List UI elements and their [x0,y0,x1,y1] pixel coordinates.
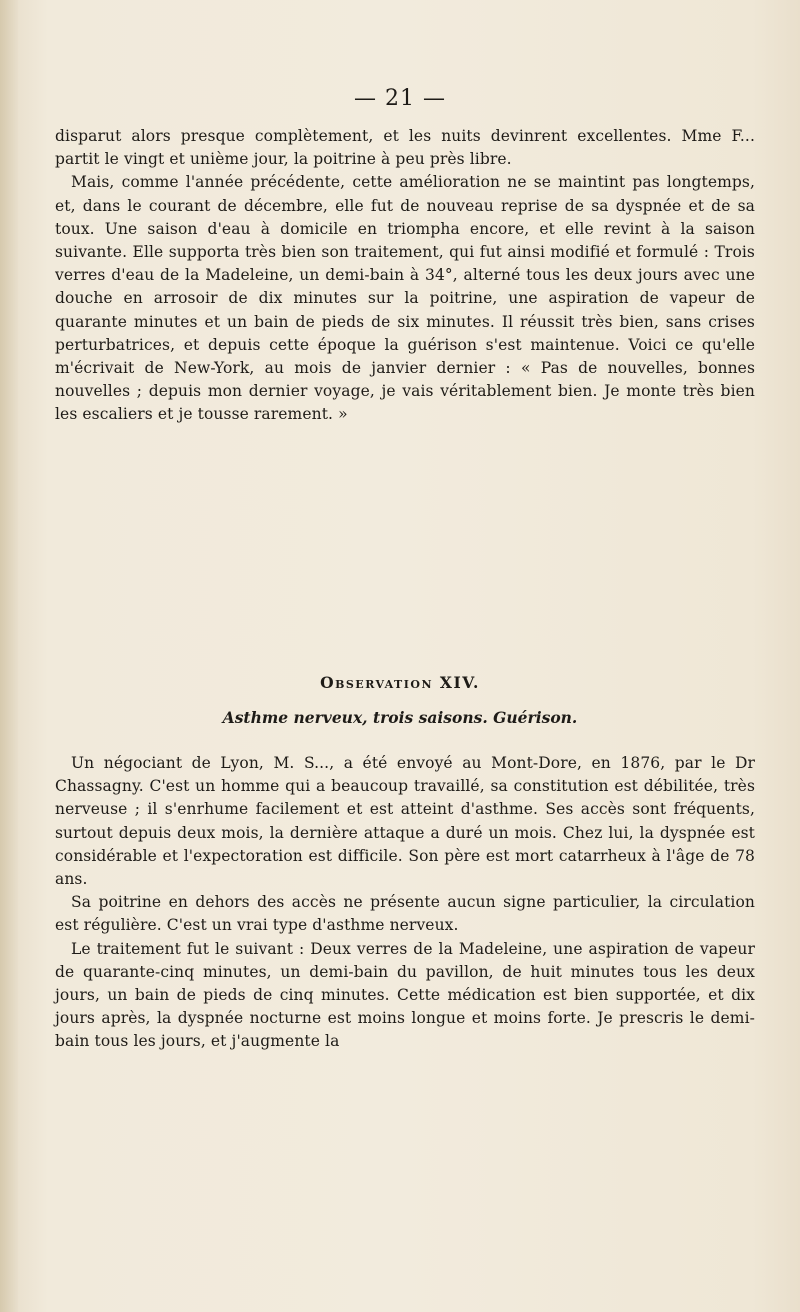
paragraph: disparut alors presque complètement, et les nuits devinrent excellentes. Mme F... partit le vingt et unième jour, la poitrine à peu près libre. [55,127,755,169]
paragraph: Le traitement fut le suivant : Deux verres de la Madeleine, une aspiration de vapeur de quarante-cinq minutes, un demi-bain du pavillon, de huit minutes tous les deux jours, un bain de pieds de cinq minutes. Cette médication est bien supportée, et dix jours après, la dyspnée nocturne est moins longue et moins forte. Je prescris le demi-bain tous les jours, et j'augmente la [55,939,755,1051]
page-number: — 21 — [354,86,446,111]
paragraph: Mais, comme l'année précédente, cette amélioration ne se maintint pas longtemps, et, dans le courant de décembre, elle fut de nouveau reprise de sa dyspnée et de sa toux. Une saison d'eau à domicile en triompha encore, et elle revint à la saison suivante. Elle supporta très bien son traitement, qui fut ainsi modifié et formulé : Trois verres d'eau de la Madeleine, un demi-bain à 34°, alterné tous les deux jours avec une douche en arrosoir de dix minutes sur la poitrine, une aspiration de vapeur de quarante minutes et un bain de pieds de six minutes. Il réussit très bien, sans crises perturbatrices, et depuis cette époque la guérison s'est maintenue. Voici ce qu'elle m'écrivait de New-York, au mois de janvier dernier : « Pas de nouvelles, bonnes nouvelles ; depuis mon dernier voyage, je vais véritablement bien. Je monte très bien les escaliers et je tousse rarement. » [55,173,755,424]
paragraph: Sa poitrine en dehors des accès ne présente aucun signe particulier, la circulation est régulière. C'est un vrai type d'asthme nerveux. [55,893,755,935]
observation-subtitle: Asthme nerveux, trois saisons. Guérison. [222,708,578,727]
paragraph: Un négociant de Lyon, M. S..., a été envoyé au Mont-Dore, en 1876, par le Dr Chassagny. C'est un homme qui a beaucoup travaillé, sa constitution est débilitée, très nerveuse ; il s'enrhume facilement et est atteint d'asthme. Ses accès sont fréquents, surtout depuis deux mois, la dernière attaque a duré un mois. Chez lui, la dyspnée est considérable et l'expectoration est difficile. Son père est mort catarrheux à l'âge de 78 ans. [55,754,755,889]
text-block-bottom [55,752,755,1054]
observation-title: Observation XIV. [320,673,480,692]
text-block-top [55,125,755,427]
page-gutter [0,0,18,1312]
